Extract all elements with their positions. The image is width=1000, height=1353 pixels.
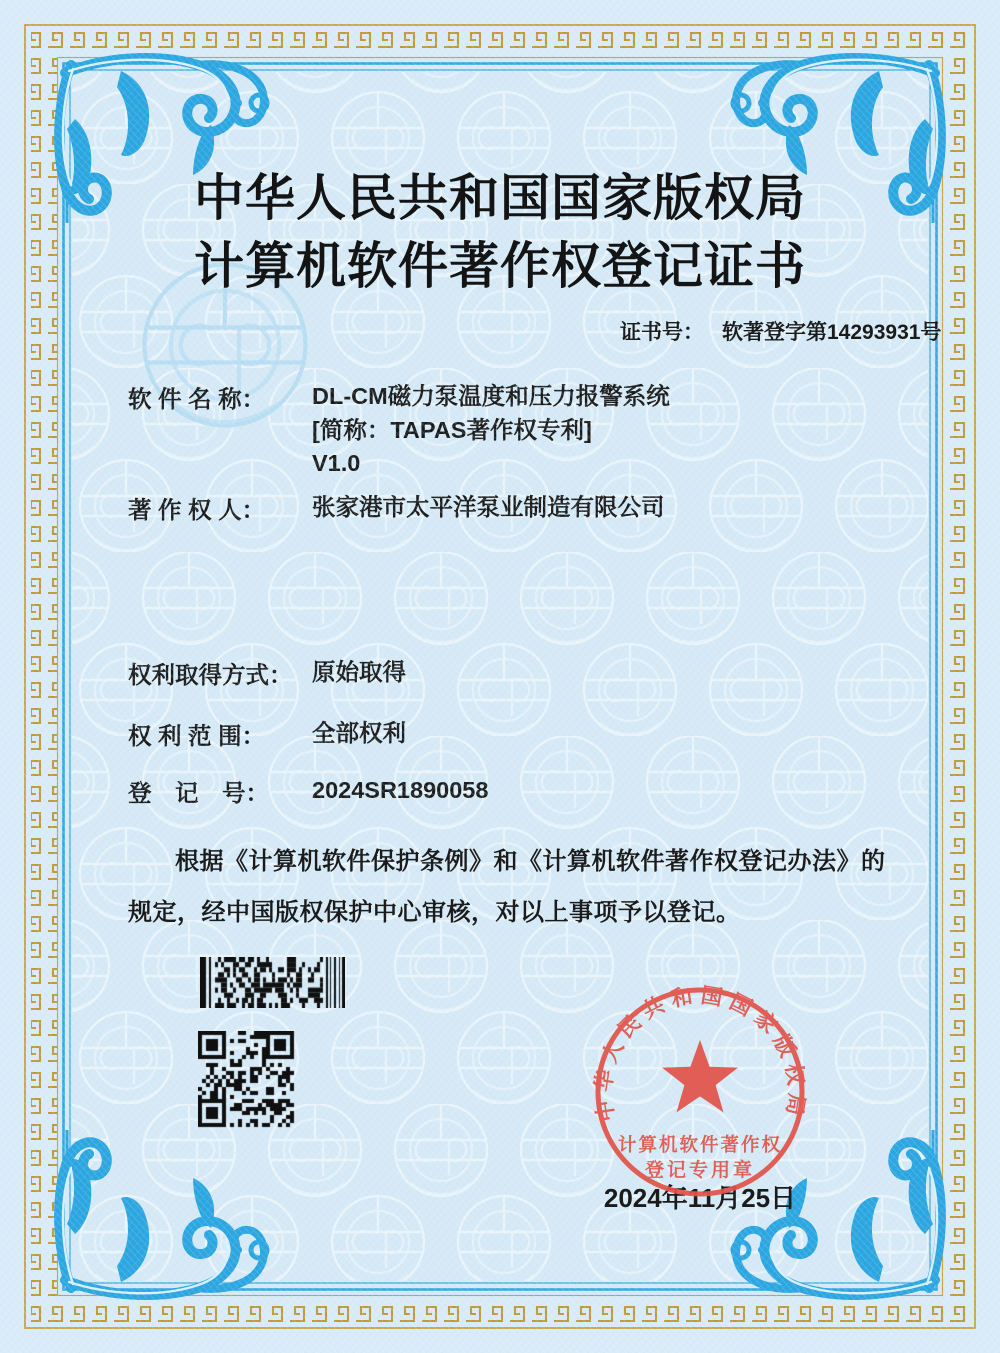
field-label: 软 件 名 称： xyxy=(128,386,266,412)
software-name-line1: DL-CM磁力泵温度和压力报警系统 xyxy=(312,383,670,409)
field-value xyxy=(312,380,670,481)
seal-line1: 计算机软件著作权 xyxy=(617,1136,783,1156)
certificate-number-label: 证书号： xyxy=(620,321,704,344)
official-seal xyxy=(570,962,830,1222)
barcode xyxy=(200,957,345,1008)
issue-date: 2024年11月25日 xyxy=(603,1183,797,1213)
field-label: 权利取得方式： xyxy=(128,662,293,688)
field-value: 张家港市太平洋泵业制造有限公司 xyxy=(312,494,665,520)
software-name-line2: [简称：TAPAS著作权专利] xyxy=(312,416,592,443)
field-value: 全部权利 xyxy=(312,720,406,746)
field-label: 著 作 权 人： xyxy=(128,497,266,523)
qr-code xyxy=(198,1031,295,1128)
registration-statement-line2: 规定，经中国版权保护中心审核，对以上事项予以登记。 xyxy=(128,899,741,926)
field-label: 权 利 范 围： xyxy=(128,723,266,749)
seal-line2: 登记专用章 xyxy=(644,1160,756,1181)
certificate-number-value: 软著登字第14293931号 xyxy=(722,321,942,344)
certificate-number xyxy=(620,316,941,346)
field-value: 原始取得 xyxy=(312,659,406,685)
certificate-title: 计算机软件著作权登记证书 xyxy=(194,238,806,294)
star-icon xyxy=(662,1040,738,1112)
field-label: 登 记 号： xyxy=(128,780,269,806)
issuer-title: 中华人民共和国国家版权局 xyxy=(194,170,806,226)
field-value: 2024SR1890058 xyxy=(312,777,489,803)
software-version: V1.0 xyxy=(312,450,361,476)
registration-statement-line1: 根据《计算机软件保护条例》和《计算机软件著作权登记办法》的 xyxy=(175,848,886,875)
seal-ring-text: 中华人民共和国国家版权局 xyxy=(591,983,809,1124)
